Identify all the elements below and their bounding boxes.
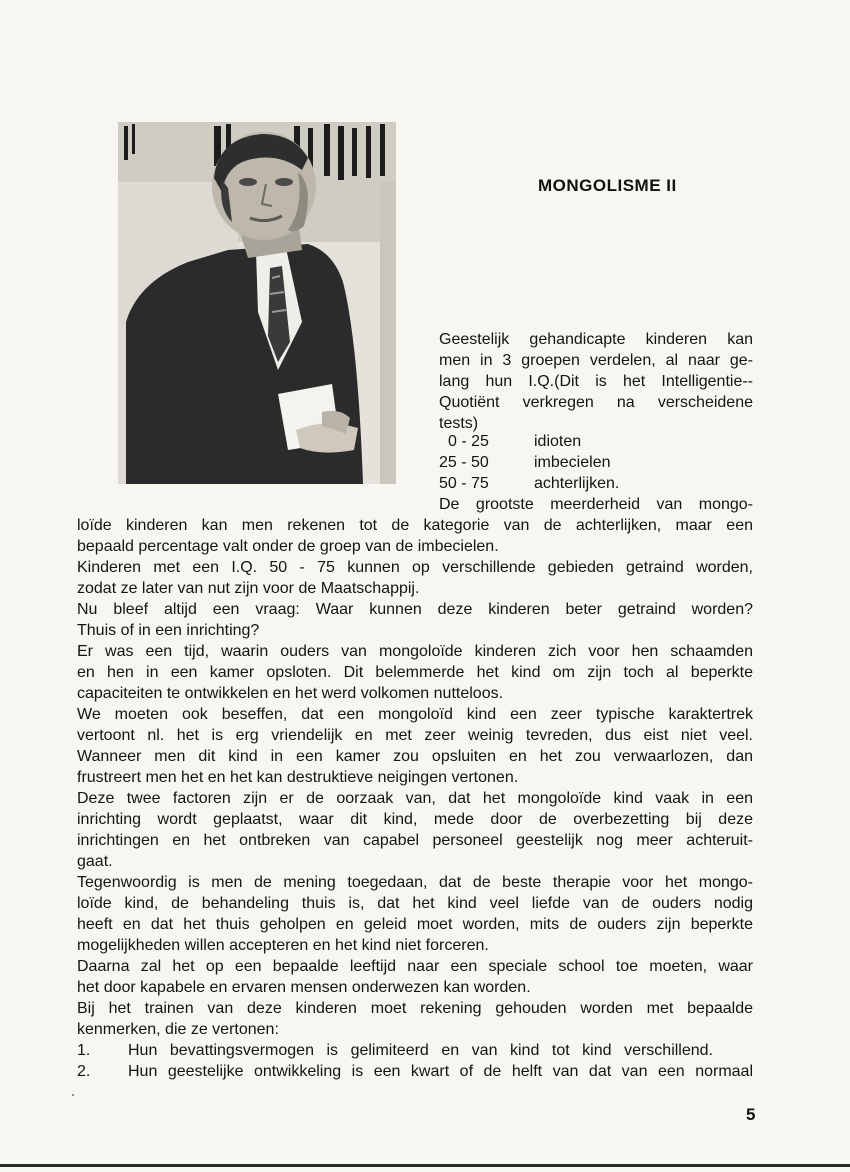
iq-range: 25 - 50 [439, 454, 489, 471]
iq-range: 0 - 25 [448, 433, 489, 450]
body-line: heeft en dat het thuis geholpen en geleid moet worden, mits de ouders zijn beperkte [77, 916, 753, 933]
list-number: 2. [77, 1063, 91, 1080]
page-number: 5 [746, 1105, 756, 1124]
body-line: frustreert men het en het kan destruktieve neigingen vertonen. [77, 769, 519, 786]
intro-line: Geestelijk gehandicapte kinderen kan [439, 331, 753, 348]
body-line: loïde kinderen kan men rekenen tot de kategorie van de achterlijken, maar een [77, 517, 753, 534]
body-line: Bij het trainen van deze kinderen moet rekening gehouden worden met bepaalde [77, 1000, 753, 1017]
body-line: Wanneer men dit kind in een kamer zou opsluiten en het zou verwaarlozen, dan [77, 748, 753, 765]
body-line: Er was een tijd, waarin ouders van mongoloïde kinderen zich voor hen schaamden [77, 643, 753, 660]
body-line: We moeten ook beseffen, dat een mongoloïd kind een zeer typische karaktertrek [77, 706, 753, 723]
body-line: De grootste meerderheid van mongo- [439, 496, 753, 513]
body-line: Deze twee factoren zijn er de oorzaak van, dat het mongoloïde kind vaak in een [77, 790, 753, 807]
portrait-photo-image [118, 122, 396, 484]
scan-speck [72, 1094, 74, 1096]
body-line: kenmerken, die ze vertonen: [77, 1021, 279, 1038]
iq-label: imbecielen [534, 454, 611, 471]
list-item-text: Hun bevattingsvermogen is gelimiteerd en van kind tot kind verschillend. [128, 1042, 713, 1059]
body-line: gaat. [77, 853, 113, 870]
intro-line: Quotiënt verkregen na verscheidene [439, 394, 753, 411]
body-line: het door kapabele en ervaren mensen onderwezen kan worden. [77, 979, 531, 996]
intro-line: men in 3 groepen verdelen, al naar ge- [439, 352, 753, 369]
page-title: MONGOLISME II [538, 176, 677, 195]
intro-line: lang hun I.Q.(Dit is het Intelligentie-- [439, 373, 753, 390]
body-line: Tegenwoordig is men de mening toegedaan, dat de beste therapie voor het mongo- [77, 874, 753, 891]
body-line: capaciteiten te ontwikkelen en het werd volkomen nutteloos. [77, 685, 504, 702]
body-line: mogelijkheden willen accepteren en het kind niet forceren. [77, 937, 489, 954]
portrait-photo [118, 122, 396, 484]
scan-edge-line [0, 1164, 850, 1167]
list-number: 1. [77, 1042, 91, 1059]
body-line: Daarna zal het op een bepaalde leeftijd naar een speciale school toe moeten, waar [77, 958, 753, 975]
body-line: Kinderen met een I.Q. 50 - 75 kunnen op verschillende gebieden getraind worden, [77, 559, 753, 576]
iq-range: 50 - 75 [439, 475, 489, 492]
body-line: zodat ze later van nut zijn voor de Maatschappij. [77, 580, 420, 597]
iq-label: idioten [534, 433, 582, 450]
body-line: Thuis of in een inrichting? [77, 622, 260, 639]
list-item-text: Hun geestelijke ontwikkeling is een kwart of de helft van dat van een normaal [128, 1063, 753, 1080]
body-line: Nu bleef altijd een vraag: Waar kunnen deze kinderen beter getraind worden? [77, 601, 753, 618]
body-line: inrichting wordt geplaatst, waar dit kind, mede door de overbezetting bij deze [77, 811, 753, 828]
body-line: inrichtingen en het ontbreken van capabel personeel geestelijk nog meer achteruit- [77, 832, 753, 849]
body-line: loïde kind, de behandeling thuis is, dat het kind veel liefde van de ouders nodig [77, 895, 753, 912]
body-line: en hen in een kamer opsloten. Dit belemmerde het kind om zijn toch al beperkte [77, 664, 753, 681]
body-line: vertoont nl. het is erg vriendelijk en met zeer weinig tevreden, dus eist niet veel. [77, 727, 753, 744]
intro-line: tests) [439, 415, 479, 432]
iq-label: achterlijken. [534, 475, 620, 492]
body-line: bepaald percentage valt onder de groep van de imbecielen. [77, 538, 499, 555]
